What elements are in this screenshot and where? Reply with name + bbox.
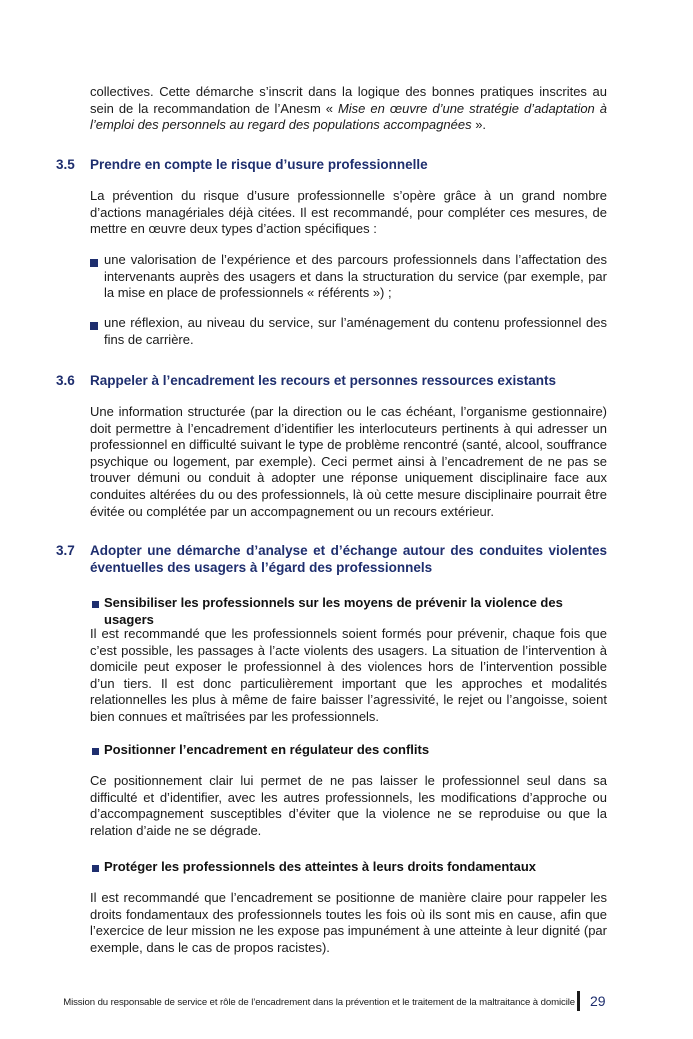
subheading-proteger: Protéger les professionnels des atteintes à leurs droits fondamentaux <box>104 859 537 874</box>
subheading-square-icon <box>92 601 99 608</box>
sub1-paragraph: Il est recommandé que les professionnels soient formés pour prévenir, chaque fois que c’est possible, les passages à l’acte violents des usagers. La situation de l’intervention à domicile peut exposer le professionnel à des violences hors de l’intervention possible d’un tiers. Il est donc particulièrement important que les approches et modalités relationnelles les plus à même de faire baisser l’agressivité, le rejet ou l’angoisse, soient bien connues et maîtrisées par les professionnels. <box>90 626 607 724</box>
intro-text-end: ». <box>471 117 487 133</box>
subheading-sensibiliser: Sensibiliser les professionnels sur les moyens de prévenir la violence des usagers <box>104 595 563 627</box>
section-3-7-number: 3.7 <box>56 543 75 558</box>
list-item: une réflexion, au niveau du service, sur l’aménagement du contenu professionnel des fins de carrière. <box>104 315 607 347</box>
section-3-5-paragraph: La prévention du risque d’usure professionnelle s’opère grâce à un grand nombre d’actions managériales déjà citées. Il est recommandé, pour compléter ces mesures, de mettre en œuvre deux types d’action spécifiques : <box>90 188 607 237</box>
sub3-paragraph: Il est recommandé que l’encadrement se positionne de manière claire pour rappeler les droits fondamentaux des professionnels toutes les fois où ils sont mis en cause, afin que l’exercice de leur mission ne les expose pas impunément à une atteinte à leur dignité (par exemple, dans le cas de propos racistes). <box>90 890 607 955</box>
bullet-square-icon <box>90 259 98 267</box>
section-3-5-number: 3.5 <box>56 157 75 172</box>
subheading-positionner: Positionner l’encadrement en régulateur des conflits <box>104 742 430 757</box>
section-3-6-number: 3.6 <box>56 373 75 388</box>
footer-divider <box>577 991 580 1011</box>
intro-italic-title: Mise en œuvre d’une stratégie d’adaptation à l’emploi des personnels au regard des populations accompagnées <box>90 100 607 133</box>
section-3-6-title: Rappeler à l’encadrement les recours et personnes ressources existants <box>90 373 556 388</box>
subheading-square-icon <box>92 865 99 872</box>
page-number: 29 <box>590 993 606 1009</box>
intro-paragraph <box>90 84 607 134</box>
section-3-5-title: Prendre en compte le risque d’usure professionnelle <box>90 157 428 172</box>
section-3-7-title: Adopter une démarche d’analyse et d’échange autour des conduites violentes éventuelles des usagers à l’égard des professionnels <box>90 543 607 575</box>
footer-running-title: Mission du responsable de service et rôle de l’encadrement dans la prévention et le traitement de la maltraitance à domicile <box>63 997 575 1008</box>
bullet-square-icon <box>90 322 98 330</box>
intro-text: collectives. Cette démarche s’inscrit dans la logique des bonnes pratiques inscrites au sein de la recommandation de l’Anesm « <box>90 84 607 116</box>
section-3-6-paragraph: Une information structurée (par la direction ou le cas échéant, l’organisme gestionnaire) doit permettre à l’encadrement d’identifier les interlocuteurs pertinents à qui adresser un professionnel en difficulté suivant le type de problème rencontré (santé, alcool, souffrance psychique ou logement, par exemple). Ceci permet ainsi à l’encadrement de ne pas se trouver démuni ou conduit à adopter une réponse uniquement disciplinaire face aux conduites altérées du ou des professionnels, là où cette mesure disciplinaire pourrait être évitée ou complétée par un accompagnement ou un recours extérieur. <box>90 404 607 519</box>
list-item: une valorisation de l’expérience et des parcours professionnels dans l’affectation des intervenants auprès des usagers et dans la structuration du service (par exemple, par la mise en place de professionnels « référents ») ; <box>104 252 607 301</box>
subheading-square-icon <box>92 748 99 755</box>
sub2-paragraph: Ce positionnement clair lui permet de ne pas laisser le professionnel seul dans sa difficulté et d’identifier, avec les autres professionnels, les modifications d’approche ou d’accompagnement susceptibles d’éviter que la violence ne se reproduise ou que la relation d’aide ne se dégrade. <box>90 773 607 838</box>
